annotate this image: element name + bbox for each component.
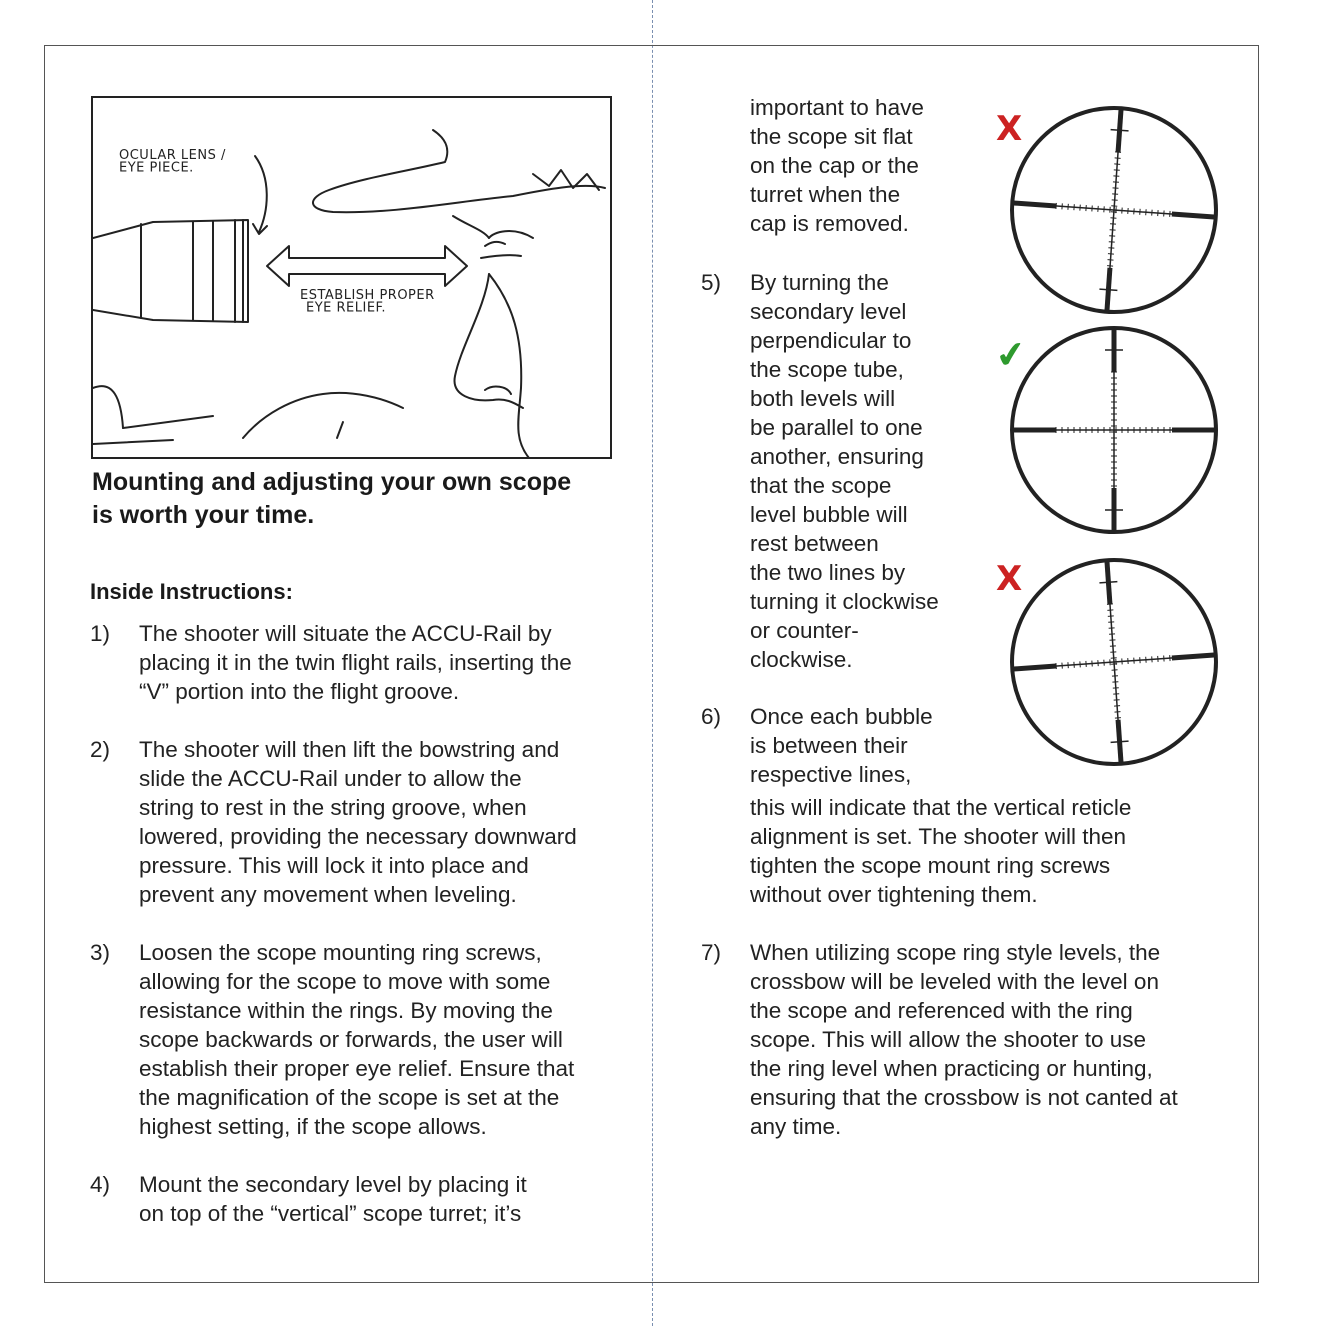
reticle-tilted-left [1008,556,1220,768]
crosshair [1008,104,1220,316]
step-2-text: The shooter will then lift the bowstring and slide the ACCU-Rail under to allow the string to rest in the string groove, when lowered, providing the necessary downward pressure. This will lock it into place and prevent any movement when leveling. [139,737,577,907]
step-3-text: Loosen the scope mounting ring screws, allowing for the scope to move with some resistance within the rings. By moving the scope backwards or forwards, the user will establish their proper eye relief. Ensure that the magnification of the scope is set at the highest setting, if the scope allows. [139,940,575,1139]
right-post [1172,214,1216,217]
eye-relief-label: ESTABLISH PROPER EYE RELIEF. [300,287,435,316]
incorrect-x-icon: X [996,559,1023,599]
scope-illustration [91,96,612,459]
bottom-crossbar [1099,289,1117,290]
step-6-text: Once each bubble is between their respective lines, this will indicate that the vertical reticle alignment is set. The shooter will then tighten the scope mount ring screws without over tightening them. [750,704,1132,907]
instructions-subheading: Inside Instructions: [90,579,293,604]
ocular-lens-label: OCULAR LENS / EYE PIECE. [119,147,226,176]
crosshair [1008,556,1220,768]
top-crossbar [1111,130,1129,131]
page-heading: Mounting and adjusting your own scope is worth your time. [92,468,572,529]
step-1-text: The shooter will situate the ACCU-Rail by placing it in the twin flight rails, inserting the “V” portion into the flight groove. [139,621,572,704]
step-5-text: By turning the secondary level perpendicular to the scope tube, both levels will be parallel to one another, ensuring that the scope level bubble will rest between the two lines by turning it clockwise or counter- clockwise. [750,270,939,672]
incorrect-x-icon: X [996,109,1023,149]
correct-check-icon: ✔ [993,333,1029,378]
top-crossbar [1099,582,1117,583]
bottom-crossbar [1111,741,1129,742]
step-7-text: When utilizing scope ring style levels, the crossbow will be leveled with the level on the scope and referenced with the ring scope. This will allow the shooter to use the ring level when practicing or hunting, ensuring that the crossbow is not canted at any time. [750,940,1178,1139]
reticle-tilted-right [1008,104,1220,316]
right-post [1172,655,1216,658]
left-post [1012,666,1056,669]
step-4-text: Mount the secondary level by placing it on top of the “vertical” scope turret; it’s [139,1172,527,1226]
reticle-level [1008,324,1220,536]
left-post [1012,203,1056,206]
